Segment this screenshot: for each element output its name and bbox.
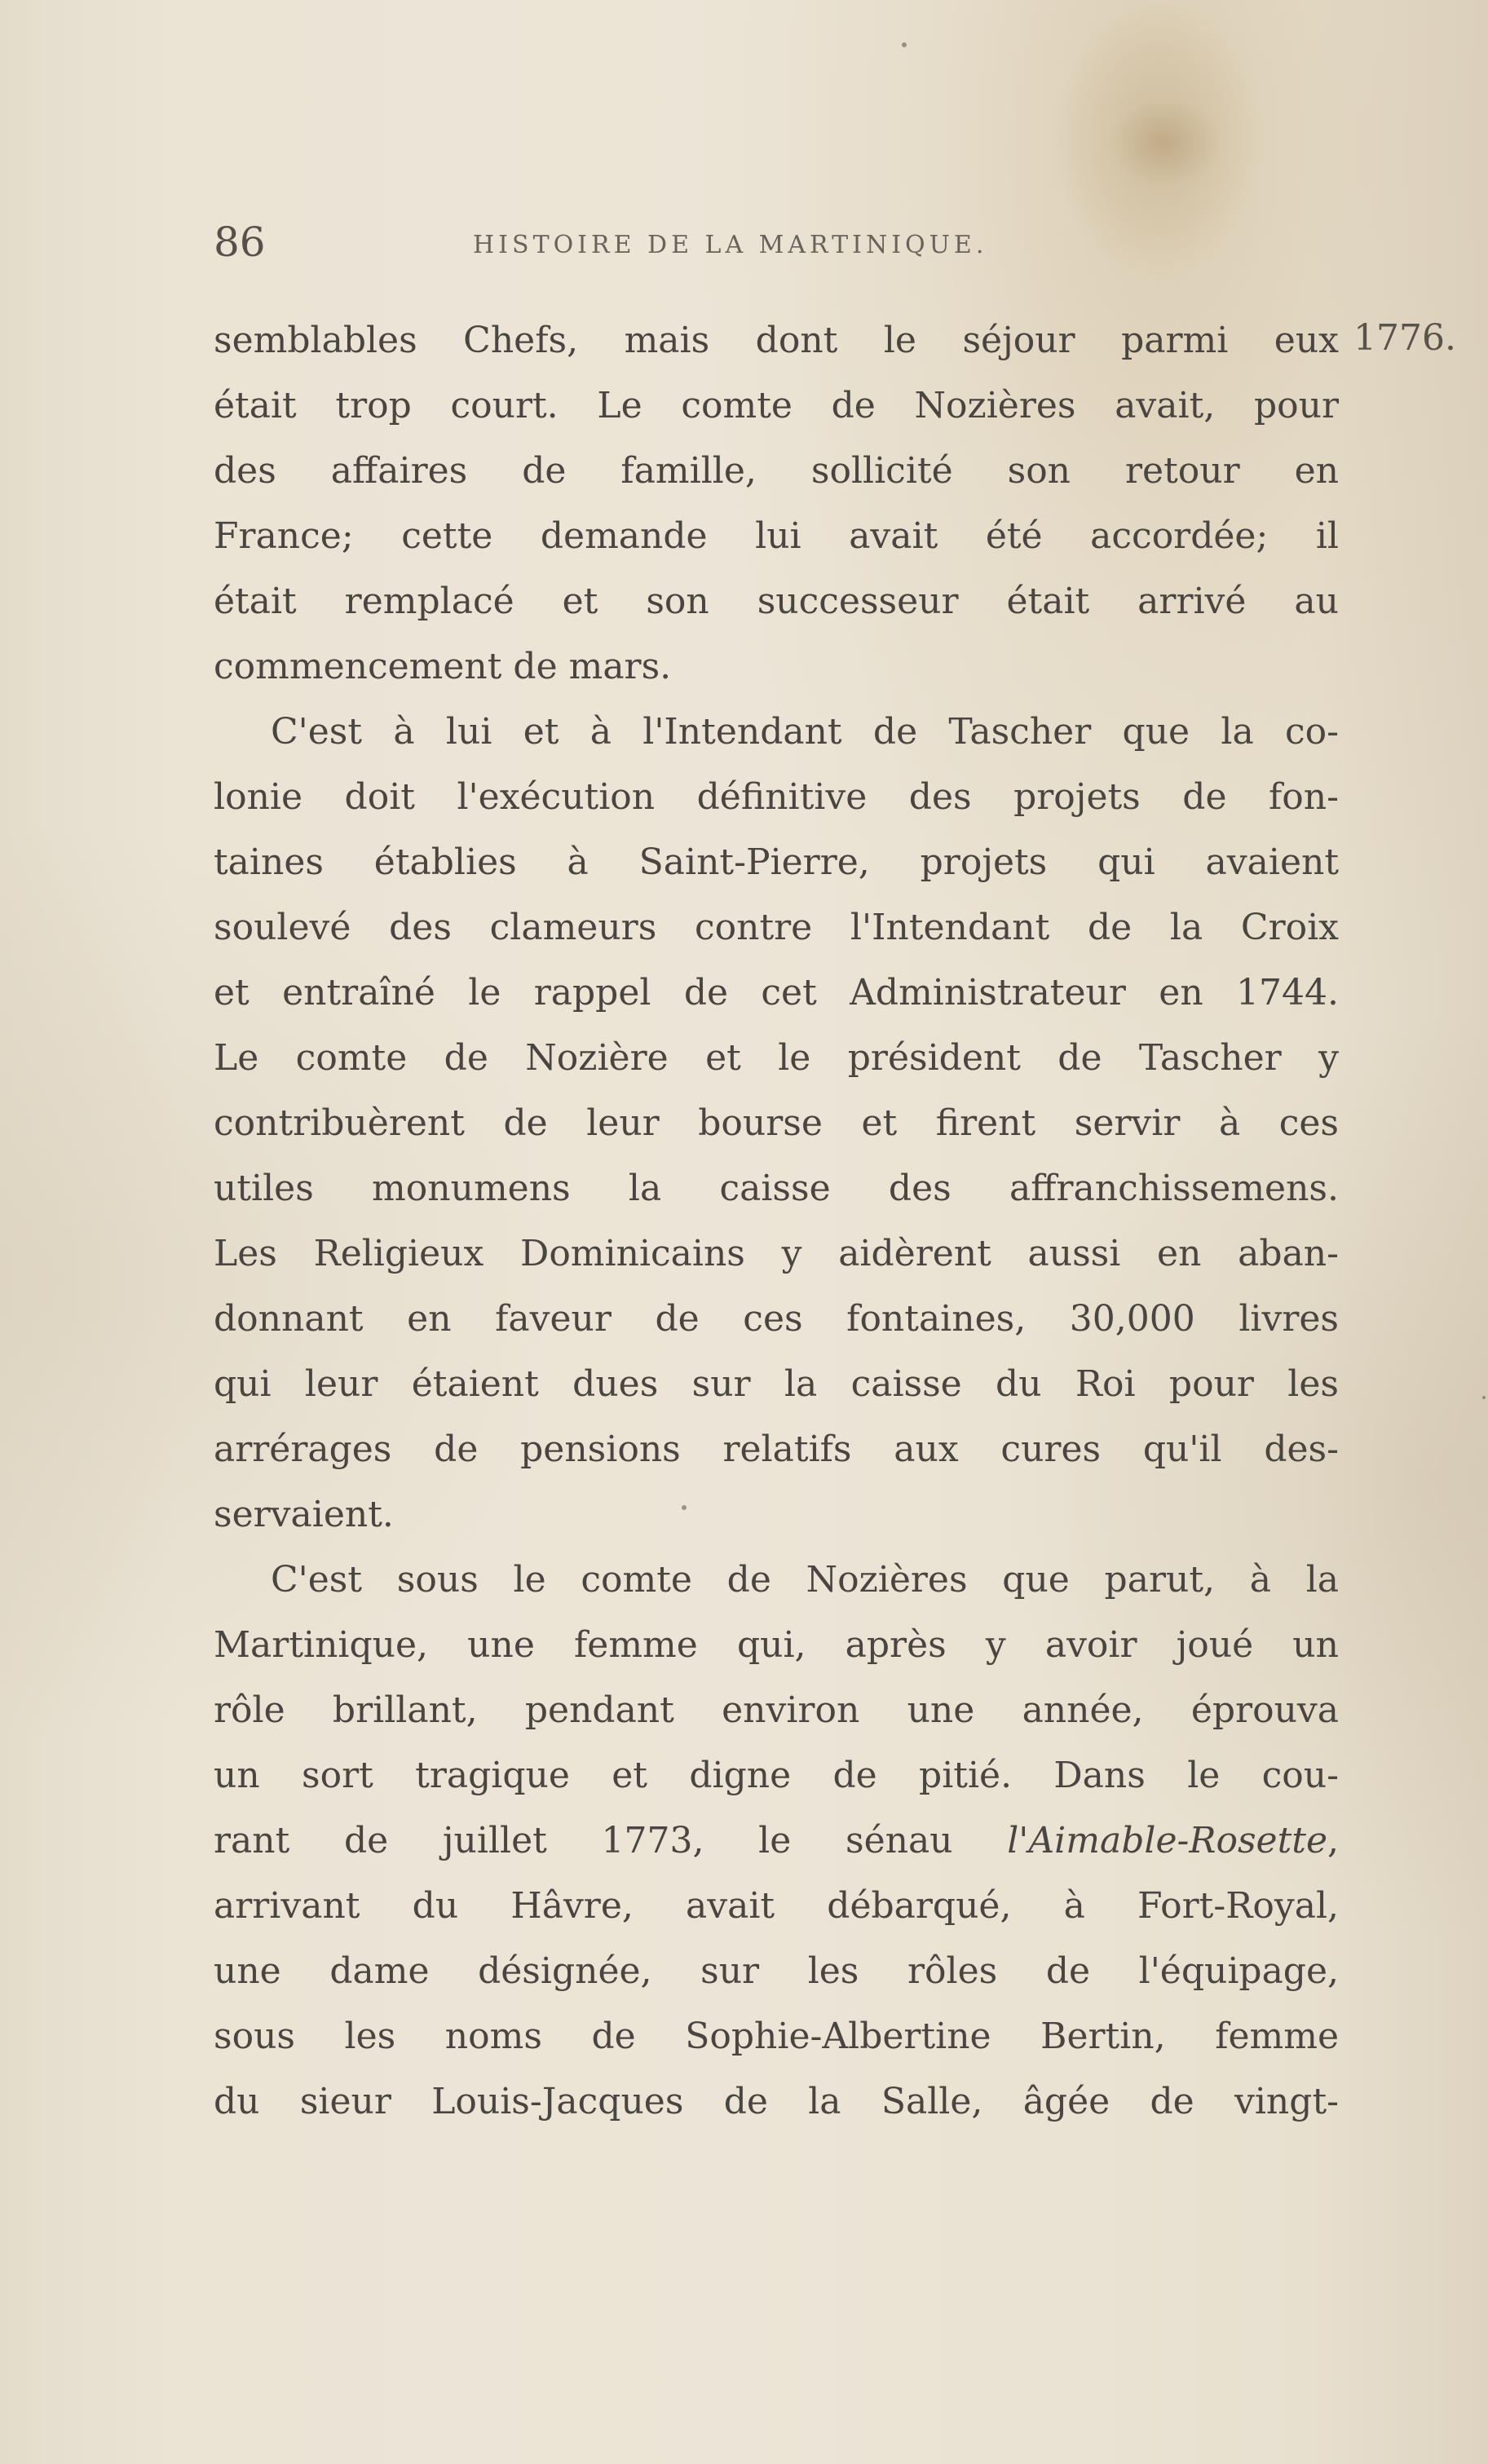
text-line: arrérages de pensions relatifs aux cures qu'il des- — [214, 1429, 1339, 1470]
text-line: du sieur Louis-Jacques de la Salle, âgée de vingt- — [214, 2081, 1339, 2122]
text-line: qui leur étaient dues sur la caisse du Roi pour les — [214, 1363, 1339, 1405]
paper-speck — [1482, 1396, 1486, 1399]
ship-name: l'Aimable-Rosette — [1007, 1820, 1327, 1861]
water-stain-core — [1109, 98, 1223, 188]
text-line: donnant en faveur de ces fontaines, 30,000 livres — [214, 1298, 1339, 1340]
text-line: France; cette demande lui avait été accordée; il — [214, 515, 1339, 557]
text-line: commencement de mars. — [214, 646, 672, 687]
text-segment: , — [1327, 1820, 1339, 1861]
text-line: utiles monumens la caisse des affranchissemens. — [214, 1168, 1339, 1209]
body-text — [214, 308, 1339, 2135]
text-line: taines établies à Saint-Pierre, projets qui avaient — [214, 841, 1339, 883]
text-line-with-ship-name — [214, 1808, 1339, 1874]
text-line: était trop court. Le comte de Nozières avait, pour — [214, 385, 1339, 426]
text-line: un sort tragique et digne de pitié. Dans le cou- — [214, 1755, 1339, 1796]
text-line: contribuèrent de leur bourse et firent servir à ces — [214, 1102, 1339, 1144]
text-line: une dame désignée, sur les rôles de l'équipage, — [214, 1950, 1339, 1992]
text-line: des affaires de famille, sollicité son retour en — [214, 450, 1339, 492]
margin-year-note: 1776. — [1353, 317, 1456, 359]
page-number: 86 — [214, 219, 266, 266]
text-line: lonie doit l'exécution définitive des projets de fon- — [214, 776, 1339, 818]
text-line: et entraîné le rappel de cet Administrateur en 1744. — [214, 972, 1339, 1013]
paper-speck — [902, 42, 907, 47]
text-line: Le comte de Nozière et le président de Tascher y — [214, 1037, 1339, 1079]
text-line: rôle brillant, pendant environ une année, éprouva — [214, 1689, 1339, 1731]
text-line: Martinique, une femme qui, après y avoir joué un — [214, 1624, 1339, 1666]
paragraph-first-line: C'est sous le comte de Nozières que parut, à la — [271, 1559, 1339, 1601]
text-line: semblables Chefs, mais dont le séjour parmi eux — [214, 320, 1339, 361]
text-line: arrivant du Hâvre, avait débarqué, à Fort-Royal, — [214, 1885, 1339, 1927]
text-line: sous les noms de Sophie-Albertine Bertin, femme — [214, 2016, 1339, 2057]
text-line: soulevé des clameurs contre l'Intendant de la Croix — [214, 907, 1339, 948]
text-line: Les Religieux Dominicains y aidèrent aussi en aban- — [214, 1233, 1339, 1274]
page-header — [214, 219, 1339, 266]
running-head: HISTOIRE DE LA MARTINIQUE. — [473, 231, 988, 259]
text-line: servaient. — [214, 1494, 394, 1535]
text-segment: rant de juillet 1773, le sénau — [214, 1820, 1008, 1861]
text-line: était remplacé et son successeur était arrivé au — [214, 581, 1339, 622]
paragraph-first-line: C'est à lui et à l'Intendant de Tascher que la co- — [271, 711, 1339, 753]
